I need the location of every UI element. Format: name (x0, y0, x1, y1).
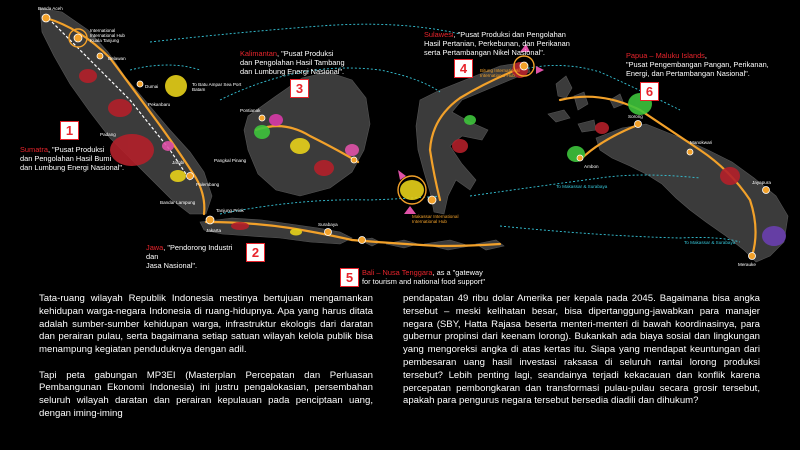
hub-jayapura (763, 187, 770, 194)
maluku-islands (548, 76, 624, 132)
arrow-bitung-right (536, 66, 544, 74)
blob-sumatra-yellow (170, 170, 186, 182)
blob-kalimantan-magenta (269, 114, 283, 126)
body-right-paragraph-1: pendapatan 49 ribu dolar Amerika per kepala pada 2045. Bagaimana bisa angka tersebut – meski kelihatan besar, bisa dipertanggung-jawabkan para manajer negara (SBY, Hatta Rajasa beserta menteri-menteri di bawah koordinasinya, para gubernur propinsi dari keenam lorong). Bukankah ada biaya sosial dan lingkungan yang mengoreksi angka di atas kertas itu. Siapa yang mendapat keuntungan dari pembesaran uang hasil investasi raksasa di seluruh rantai lorong produksi tersebut? Lebih penting lagi, seandainya terjadi kekacauan dan konflik karena percepatan pembongkaran dan transformasi pulau-pulau secara grosir tersebut, apakah para pengurus negara tersebut bersedia diadili dan dihukum? (403, 293, 760, 407)
label-surabaya: Surabaya (318, 222, 338, 227)
hub-bali (359, 237, 366, 244)
hub-manokwari (687, 149, 693, 155)
label-sorong: Sorong (628, 114, 643, 119)
label-merauke: Merauke (738, 262, 756, 267)
body-left-paragraph-2: Tapi peta gabungan MP3EI (Masterplan Percepatan dan Perluasan Pembangunan Ekonomi Indonesia) ini justru pengalokasian, persembahan seluruh wilayah daratan dan perairan kepulauan pada penciptaan uang, dengan iming-iming (39, 369, 373, 419)
callout-papua-maluku-text: , "Pusat Pengembangan Pangan, Perikanan, Energi, dan Pertambangan Nasional". (626, 51, 769, 78)
callout-number-5: 5 (340, 268, 359, 287)
hub-surabaya (325, 229, 332, 236)
label-manokwari: Manokwari (690, 140, 713, 145)
hub-balikpapan (351, 157, 357, 163)
label-jambi: Jambi (172, 160, 185, 165)
callout-jawa-text: , "Pendorong Industri dan Jasa Nasional". (146, 243, 233, 270)
callout-papua-maluku (626, 51, 786, 78)
blob-papua-red (720, 167, 740, 185)
callout-jawa-region: Jawa (146, 243, 164, 252)
label-jayapura: Jayapura (752, 180, 771, 185)
label-palembang: Palembang (196, 182, 220, 187)
blob-papua-purple (762, 226, 786, 246)
callout-bali-nt (362, 268, 522, 286)
label-jakarta: Jakarta (206, 228, 222, 233)
body-text-left (39, 293, 373, 433)
hub-makassar (428, 196, 436, 204)
callout-sulawesi (424, 30, 594, 57)
blob-sumatra-red-3 (79, 69, 97, 83)
sea-route-west (130, 65, 200, 70)
body-left-paragraph-1: Tata-ruang wilayah Republik Indonesia mestinya bertujuan mengamankan kehidupan warga-negara Indonesia di ruang-hidupnya. Apa yang harus ditata adalah sumber-sumber kehidupan warga, infrastruktur ekologis dari daratan dan perairan pulau, serta bagaimana setiap satuan wilayah kelola publik bisa menampung kegiatan penduduknya dengan adil. (39, 293, 373, 356)
label-batam: To Batu Ampar Sea Port Batam (192, 82, 242, 93)
callout-number-6: 6 (640, 82, 659, 101)
callout-kalimantan (240, 49, 380, 76)
hub-palembang (187, 173, 194, 180)
body-text-right (403, 293, 760, 421)
label-to-makassar-surabaya-1: To Makassar & Surabaya (556, 184, 608, 189)
hub-jakarta (206, 216, 214, 224)
label-pekanbaru: Pekanbaru (148, 102, 171, 107)
label-pangkal-pinang: Pangkal Pinang (214, 158, 247, 163)
callout-papua-maluku-region: Papua – Maluku Islands (626, 51, 705, 60)
label-pontianak: Pontianak (240, 108, 261, 113)
hub-kuala-tanjung (74, 34, 82, 42)
blob-sumatra-red-2 (108, 99, 132, 117)
hub-dumai (137, 81, 143, 87)
callout-jawa (146, 243, 246, 270)
hub-ambon (577, 155, 583, 161)
label-bitung-hub: Bitung International International Hub (480, 68, 520, 79)
hub-bitung (520, 62, 528, 70)
hub-belawan (97, 53, 103, 59)
blob-kalimantan-green (254, 125, 270, 139)
callout-sulawesi-text: , "Pusat Produksi dan Pengolahan Hasil Pertanian, Perkebunan, dan Perikanan serta Pertambangan Nikel Nasional". (424, 30, 570, 57)
hub-banda-aceh (42, 14, 50, 22)
callout-bali-nt-region: Bali – Nusa Tenggara (362, 268, 433, 277)
sulawesi-island (416, 62, 530, 214)
blob-sulawesi-red (452, 139, 468, 153)
blob-kalimantan-pink (345, 144, 359, 156)
label-dumai: Dumai (145, 84, 159, 89)
callout-sulawesi-region: Sulawesi (424, 30, 454, 39)
callout-number-1: 1 (60, 121, 79, 140)
callout-number-3: 3 (290, 79, 309, 98)
blob-kalimantan-yellow (290, 138, 310, 154)
label-tanjung-priok: Tanjung Priok (216, 208, 244, 213)
callout-number-4: 4 (454, 59, 473, 78)
callout-sumatra-text: , "Pusat Produksi dan Pengolahan Hasil Bumi dan Lumbung Energi Nasional". (20, 145, 125, 172)
blob-sulawesi-green (464, 115, 476, 125)
blob-sumatra-pink (162, 141, 174, 151)
sea-route-north (150, 24, 460, 42)
label-banda-aceh: Banda Aceh (38, 6, 63, 11)
blob-java-red (231, 222, 249, 230)
blob-papua-red-west (595, 122, 609, 134)
label-makassar-hub: Makassar International International Hub (412, 214, 459, 225)
arrow-makassar-down (404, 206, 416, 214)
hub-merauke (749, 253, 756, 260)
callout-kalimantan-text: , "Pusat Produksi dan Pengolahan Hasil Tambang dan Lumbung Energi Nasional". (240, 49, 345, 76)
blob-kalimantan-red (314, 160, 334, 176)
label-ambon: Ambon (584, 164, 599, 169)
callout-bali-nt-text: , as a "gateway for tourism and national food support" (362, 268, 485, 286)
callout-number-2: 2 (246, 243, 265, 262)
blob-sulawesi-yellow (400, 180, 424, 200)
label-aceh-hub: International International Hub Kuala Tanjung (90, 28, 125, 44)
hub-pontianak (259, 115, 265, 121)
callout-sumatra-region: Sumatra (20, 145, 48, 154)
label-belawan: Belawan (108, 56, 126, 61)
label-bandar-lampung: Bandar Lampung (160, 200, 196, 205)
label-padang: Padang (100, 132, 116, 137)
blob-batam-yellow (165, 75, 187, 97)
blob-java-yellow (290, 229, 302, 236)
callout-kalimantan-region: Kalimantan (240, 49, 277, 58)
callout-sumatra (20, 145, 140, 172)
label-to-makassar-surabaya-2: To Makassar & Surabaya (684, 240, 736, 245)
hub-sorong (635, 121, 642, 128)
